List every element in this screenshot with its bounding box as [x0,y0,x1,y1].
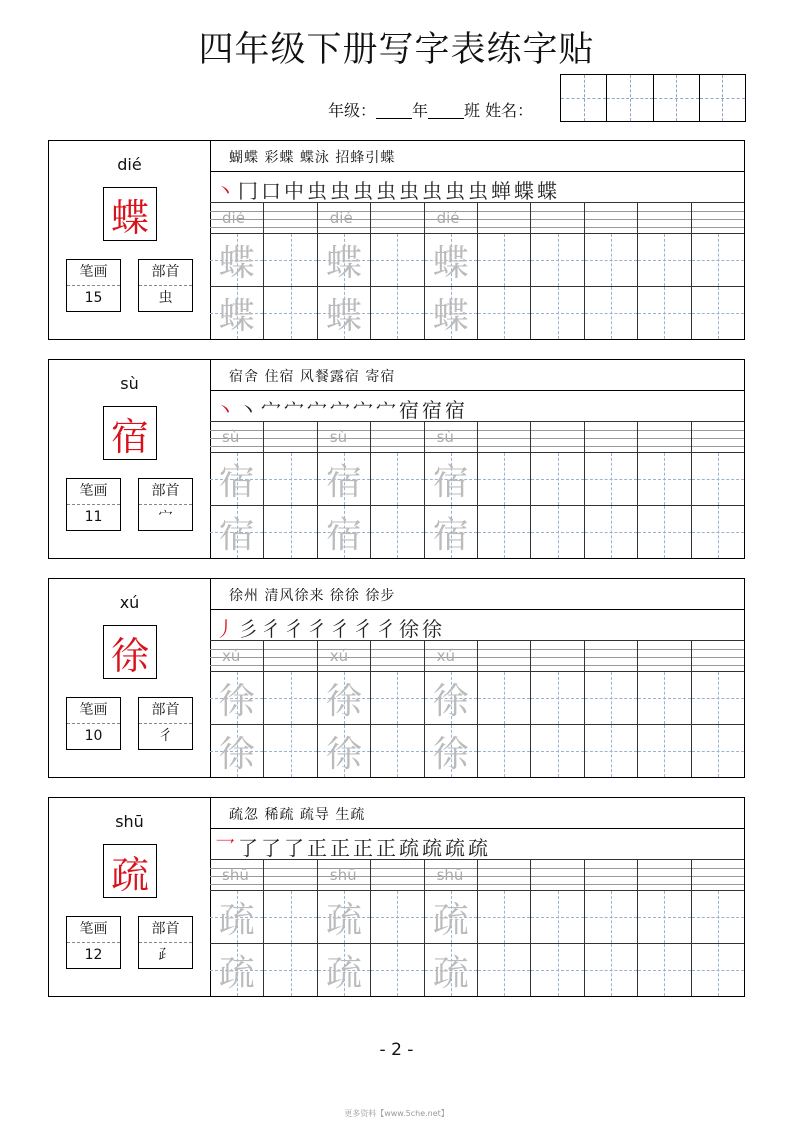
trace-character: 蝶 [325,295,362,337]
writing-row [210,452,744,505]
writing-cell[interactable] [584,506,637,558]
writing-cell[interactable] [424,234,477,286]
trace-character: 疏 [325,899,362,941]
stroke-step: 彳 [353,616,373,641]
model-character [103,844,157,898]
pinyin-cell[interactable] [263,860,316,891]
trace-character: 蝶 [218,295,255,337]
stroke-step: 丶 [215,397,235,422]
stroke-step: 丶 [238,397,258,422]
writing-cell[interactable] [691,944,744,996]
stroke-step: 虫 [422,178,442,203]
stroke-step: 彳 [330,616,350,641]
writing-cell[interactable] [317,891,370,943]
word-list: 徐州 清风徐来 徐徐 徐步 [229,588,396,604]
pinyin-cell[interactable] [370,203,423,234]
writing-row [210,671,744,724]
writing-cell[interactable] [317,672,370,724]
writing-cell[interactable] [210,891,263,943]
pinyin-cell[interactable] [691,422,744,453]
writing-cell[interactable] [424,506,477,558]
trace-character: 宿 [325,514,362,556]
writing-cell[interactable] [637,672,690,724]
trace-character: 徐 [325,680,362,722]
writing-cell[interactable] [210,234,263,286]
stroke-step: 彳 [261,616,281,641]
writing-cell[interactable] [637,506,690,558]
pinyin-trace: dié [436,209,460,227]
model-character [103,187,157,241]
stroke-step: 蝉 [491,178,511,203]
stroke-step: 丿 [215,616,235,641]
writing-cell[interactable] [584,725,637,777]
writing-cell[interactable] [691,453,744,505]
stroke-count-label: 笔画 [67,698,120,724]
writing-cell[interactable] [263,506,316,558]
pinyin-trace: sù [222,428,240,446]
writing-row [210,505,744,558]
writing-cell[interactable] [637,453,690,505]
writing-cell[interactable] [210,725,263,777]
name-grid[interactable] [560,74,746,122]
model-character-text: 徐 [110,633,149,678]
pinyin-cell[interactable] [691,860,744,891]
writing-cell[interactable] [477,234,530,286]
writing-cell[interactable] [530,725,583,777]
pinyin-cell[interactable] [637,860,690,891]
trace-character: 宿 [325,461,362,503]
page-number: - 2 - [379,1040,414,1060]
pinyin-cell[interactable] [317,422,370,453]
pinyin-cell[interactable] [263,422,316,453]
stroke-order [215,831,488,861]
stroke-step: 宀 [330,397,350,422]
writing-cell[interactable] [263,453,316,505]
model-character-text: 宿 [110,414,149,459]
writing-cell[interactable] [210,672,263,724]
pinyin-cell[interactable] [477,860,530,891]
writing-cell[interactable] [424,287,477,339]
stroke-step: 丶 [215,178,235,203]
stroke-step: 彡 [238,616,258,641]
pinyin-trace: xú [222,647,241,665]
writing-cell[interactable] [530,672,583,724]
pinyin: sù [120,374,139,393]
writing-cell[interactable] [477,944,530,996]
stroke-count-box [66,478,121,531]
stroke-step: 彳 [284,616,304,641]
writing-cell[interactable] [424,453,477,505]
writing-cell[interactable] [637,287,690,339]
class-label: 班 [464,101,481,120]
practice-grid [210,421,744,558]
writing-cell[interactable] [263,944,316,996]
radical-box [138,478,193,531]
stroke-step: 冂 [238,178,258,203]
stroke-order [215,393,465,423]
writing-cell[interactable] [477,891,530,943]
pinyin: xú [119,593,140,612]
name-cell[interactable] [699,75,745,121]
writing-cell[interactable] [317,287,370,339]
grade-blank[interactable] [376,102,412,119]
trace-character: 宿 [218,514,255,556]
character-block [48,359,745,559]
writing-cell[interactable] [317,725,370,777]
stroke-count-label: 笔画 [67,479,120,505]
writing-cell[interactable] [530,287,583,339]
writing-cell[interactable] [637,725,690,777]
writing-cell[interactable] [370,891,423,943]
writing-cell[interactable] [584,453,637,505]
writing-cell[interactable] [477,287,530,339]
writing-cell[interactable] [691,234,744,286]
writing-cell[interactable] [210,506,263,558]
trace-character: 徐 [432,680,469,722]
footer-text: 更多资料【www.5che.net】 [344,1109,449,1118]
pinyin-row [210,640,744,671]
stroke-step: 正 [330,835,350,860]
writing-cell[interactable] [584,944,637,996]
pinyin-cell[interactable] [477,641,530,672]
stroke-step: 口 [261,178,281,203]
radical-box [138,697,193,750]
trace-character: 疏 [218,952,255,994]
page-title: 四年级下册写字表练字贴 [198,30,595,70]
radical-value: 虫 [158,290,173,306]
writing-cell[interactable] [424,891,477,943]
trace-character: 疏 [432,899,469,941]
writing-cell[interactable] [637,234,690,286]
practice-grid [210,640,744,777]
trace-character: 宿 [432,514,469,556]
pinyin-cell[interactable] [210,203,263,234]
writing-cell[interactable] [584,891,637,943]
pinyin-cell[interactable] [637,422,690,453]
pinyin: dié [117,155,142,174]
stroke-step: 了 [238,835,258,860]
writing-cell[interactable] [370,453,423,505]
pinyin-cell[interactable] [584,422,637,453]
trace-character: 徐 [432,733,469,775]
trace-character: 宿 [218,461,255,503]
writing-cell[interactable] [691,672,744,724]
stroke-count-label: 笔画 [67,917,120,943]
pinyin-cell[interactable] [530,641,583,672]
writing-cell[interactable] [424,725,477,777]
stroke-step: 蝶 [537,178,557,203]
character-info [49,141,211,339]
writing-cell[interactable] [424,944,477,996]
writing-cell[interactable] [370,725,423,777]
practice-area [210,360,744,558]
stroke-step: 虫 [330,178,350,203]
trace-character: 宿 [432,461,469,503]
writing-cell[interactable] [584,672,637,724]
stroke-count-box [66,916,121,969]
stroke-step: 蝶 [514,178,534,203]
pinyin-trace: dié [222,209,245,227]
character-block [48,797,745,997]
radical-label: 部首 [139,479,192,505]
stroke-order [215,612,442,642]
student-info [328,98,533,121]
writing-cell[interactable] [637,944,690,996]
pinyin-cell[interactable] [424,422,477,453]
pinyin-cell[interactable] [424,860,477,891]
radical-label: 部首 [139,260,192,286]
name-cell[interactable] [606,75,652,121]
writing-cell[interactable] [691,506,744,558]
pinyin-trace: sù [329,428,348,446]
pinyin-cell[interactable] [477,422,530,453]
writing-cell[interactable] [691,891,744,943]
stroke-step: 疏 [468,835,488,860]
writing-row [210,943,744,996]
writing-cell[interactable] [370,506,423,558]
pinyin-trace: xú [436,647,455,665]
stroke-count-value: 12 [84,947,103,963]
writing-cell[interactable] [263,725,316,777]
radical-label: 部首 [139,698,192,724]
pinyin-trace: xú [329,647,349,665]
stroke-step: 虫 [399,178,419,203]
writing-row [210,286,744,339]
trace-character: 徐 [218,680,255,722]
pinyin-cell[interactable] [530,203,583,234]
stroke-step: 宀 [376,397,396,422]
trace-character: 蝶 [432,295,469,337]
character-info [49,579,211,777]
stroke-step: 了 [284,835,304,860]
practice-area [210,579,744,777]
stroke-step: 虫 [468,178,488,203]
character-info [49,798,211,996]
writing-cell[interactable] [477,672,530,724]
trace-character: 疏 [218,899,255,941]
stroke-count-value: 11 [84,509,103,525]
stroke-count-box [66,259,121,312]
pinyin-cell[interactable] [210,641,263,672]
writing-cell[interactable] [424,672,477,724]
stroke-step: 正 [376,835,396,860]
pinyin-cell[interactable] [530,422,583,453]
name-cell[interactable] [561,75,606,121]
practice-grid [210,202,744,339]
character-block [48,140,745,340]
radical-value: 彳 [158,728,173,744]
pinyin-trace: shū [329,866,357,884]
writing-cell[interactable] [691,725,744,777]
stroke-step: 疏 [422,835,442,860]
writing-cell[interactable] [317,234,370,286]
pinyin-cell[interactable] [477,203,530,234]
stroke-step: 疏 [399,835,419,860]
pinyin-cell[interactable] [263,203,316,234]
pinyin-row [210,859,744,890]
pinyin-cell[interactable] [691,641,744,672]
pinyin-cell[interactable] [370,860,423,891]
trace-character: 疏 [432,952,469,994]
pinyin-cell[interactable] [584,203,637,234]
stroke-step: 了 [261,835,281,860]
writing-cell[interactable] [370,944,423,996]
stroke-step: 宀 [353,397,373,422]
writing-row [210,890,744,943]
trace-character: 蝶 [218,242,255,284]
pinyin: shū [115,812,144,831]
writing-cell[interactable] [263,234,316,286]
trace-character: 蝶 [432,242,469,284]
writing-row [210,233,744,286]
radical-value: ⺪ [158,947,173,963]
trace-character: 疏 [325,952,362,994]
stroke-step: 虫 [445,178,465,203]
pinyin-cell[interactable] [424,203,477,234]
writing-cell[interactable] [584,234,637,286]
model-character-text: 疏 [110,852,149,897]
model-character-text: 蝶 [110,195,149,240]
stroke-step: 虫 [376,178,396,203]
pinyin-row [210,202,744,233]
trace-character: 徐 [325,733,362,775]
class-blank[interactable] [428,102,464,119]
pinyin-row [210,421,744,452]
practice-grid [210,859,744,996]
stroke-count-value: 10 [84,728,103,744]
stroke-step: 正 [307,835,327,860]
writing-cell[interactable] [263,672,316,724]
trace-character: 徐 [218,733,255,775]
model-character [103,625,157,679]
writing-cell[interactable] [210,944,263,996]
stroke-count-value: 15 [84,290,103,306]
pinyin-cell[interactable] [530,860,583,891]
pinyin-trace: shū [222,866,249,884]
radical-value: 宀 [158,509,173,525]
stroke-step: 乛 [215,835,235,860]
stroke-step: 虫 [307,178,327,203]
stroke-count-label: 笔画 [67,260,120,286]
pinyin-cell[interactable] [637,641,690,672]
stroke-step: 宿 [399,397,419,422]
stroke-step: 宀 [307,397,327,422]
writing-cell[interactable] [691,287,744,339]
radical-box [138,259,193,312]
pinyin-cell[interactable] [210,422,263,453]
writing-row [210,724,744,777]
radical-label: 部首 [139,917,192,943]
writing-cell[interactable] [477,725,530,777]
stroke-step: 宀 [284,397,304,422]
character-info [49,360,211,558]
year-label: 年 [412,101,429,120]
writing-cell[interactable] [530,944,583,996]
writing-cell[interactable] [370,672,423,724]
word-list: 宿舍 住宿 风餐露宿 寄宿 [229,369,396,385]
trace-character: 蝶 [325,242,362,284]
name-label: 姓名： [485,101,534,120]
writing-cell[interactable] [210,287,263,339]
writing-cell[interactable] [317,453,370,505]
grade-label: 年级： [328,101,377,120]
word-list: 疏忽 稀疏 疏导 生疏 [229,807,366,823]
stroke-step: 宿 [422,397,442,422]
pinyin-trace: sù [436,428,454,446]
stroke-count-box [66,697,121,750]
pinyin-cell[interactable] [210,860,263,891]
pinyin-cell[interactable] [424,641,477,672]
pinyin-cell[interactable] [317,203,370,234]
pinyin-cell[interactable] [370,422,423,453]
writing-cell[interactable] [370,234,423,286]
writing-cell[interactable] [530,891,583,943]
name-cell[interactable] [653,75,699,121]
writing-cell[interactable] [263,891,316,943]
writing-cell[interactable] [370,287,423,339]
writing-cell[interactable] [317,506,370,558]
writing-cell[interactable] [637,891,690,943]
radical-box [138,916,193,969]
pinyin-cell[interactable] [263,641,316,672]
pinyin-cell[interactable] [691,203,744,234]
stroke-step: 彳 [376,616,396,641]
writing-cell[interactable] [317,944,370,996]
practice-area [210,141,744,339]
stroke-step: 宿 [445,397,465,422]
character-block [48,578,745,778]
pinyin-cell[interactable] [317,860,370,891]
stroke-step: 徐 [422,616,442,641]
pinyin-cell[interactable] [370,641,423,672]
word-list: 蝴蝶 彩蝶 蝶泳 招蜂引蝶 [229,150,396,166]
pinyin-cell[interactable] [584,860,637,891]
stroke-step: 正 [353,835,373,860]
practice-area [210,798,744,996]
model-character [103,406,157,460]
pinyin-cell[interactable] [637,203,690,234]
stroke-step: 彳 [307,616,327,641]
stroke-step: 疏 [445,835,465,860]
stroke-order [215,174,557,204]
pinyin-cell[interactable] [584,641,637,672]
writing-cell[interactable] [210,453,263,505]
stroke-step: 宀 [261,397,281,422]
pinyin-trace: dié [329,209,353,227]
writing-cell[interactable] [530,506,583,558]
writing-cell[interactable] [530,234,583,286]
writing-cell[interactable] [263,287,316,339]
writing-cell[interactable] [477,453,530,505]
writing-cell[interactable] [477,506,530,558]
stroke-step: 中 [284,178,304,203]
writing-cell[interactable] [530,453,583,505]
pinyin-trace: shū [436,866,464,884]
writing-cell[interactable] [584,287,637,339]
stroke-step: 虫 [353,178,373,203]
pinyin-cell[interactable] [317,641,370,672]
stroke-step: 徐 [399,616,419,641]
